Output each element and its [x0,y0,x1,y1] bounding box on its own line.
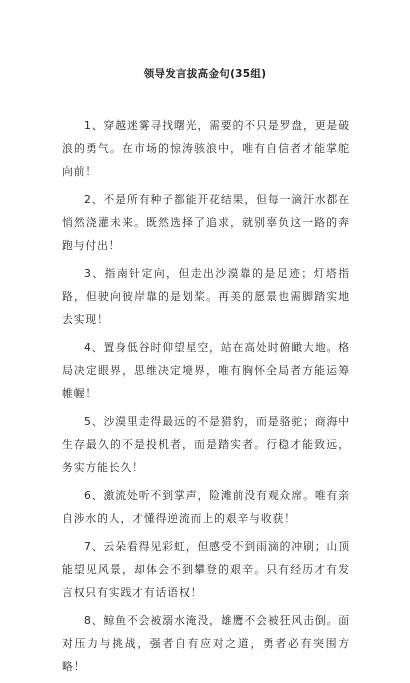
document-title: 领导发言拔高金句(35组) [143,68,267,80]
paragraph-7: 7、云朵看得见彩虹，但感受不到雨滴的冲刷；山顶能望见风景，却体会不到攀登的艰辛。只有经历才有发言权只有实践才有话语权！ [62,540,350,599]
paragraph-4: 4、置身低谷时仰望星空，站在高处时俯瞰大地。格局决定眼界，思维决定境界，唯有胸怀全局者方能运筹帷幄！ [62,341,350,400]
paragraph-5: 5、沙漠里走得最远的不是猎豹，而是骆驼；商海中生存最久的不是投机者，而是踏实者。行稳才能致远，务实方能长久！ [62,415,350,474]
paragraph-6: 6、激流处听不到掌声，险滩前没有观众席。唯有亲自涉水的人，才懂得逆流而上的艰辛与收获！ [62,489,350,525]
paragraph-3: 3、指南针定向，但走出沙漠靠的是足迹；灯塔指路，但驶向彼岸靠的是划桨。再美的愿景也需脚踏实地去实现！ [62,267,350,326]
paragraph-2: 2、不是所有种子都能开花结果，但每一滴汗水都在悄然浇灌未来。既然选择了追求，就别辜负这一路的奔跑与付出！ [62,193,350,252]
paragraph-8: 8、鲸鱼不会被溺水淹没，雄鹰不会被狂风击倒。面对压力与挑战，强者自有应对之道，勇者必有突围方略！ [62,614,350,673]
paragraph-1: 1、穿越迷雾寻找曙光，需要的不只是罗盘，更是破浪的勇气。在市场的惊涛骇浪中，唯有自信者才能掌舵向前！ [62,119,350,178]
document-body [62,114,350,683]
